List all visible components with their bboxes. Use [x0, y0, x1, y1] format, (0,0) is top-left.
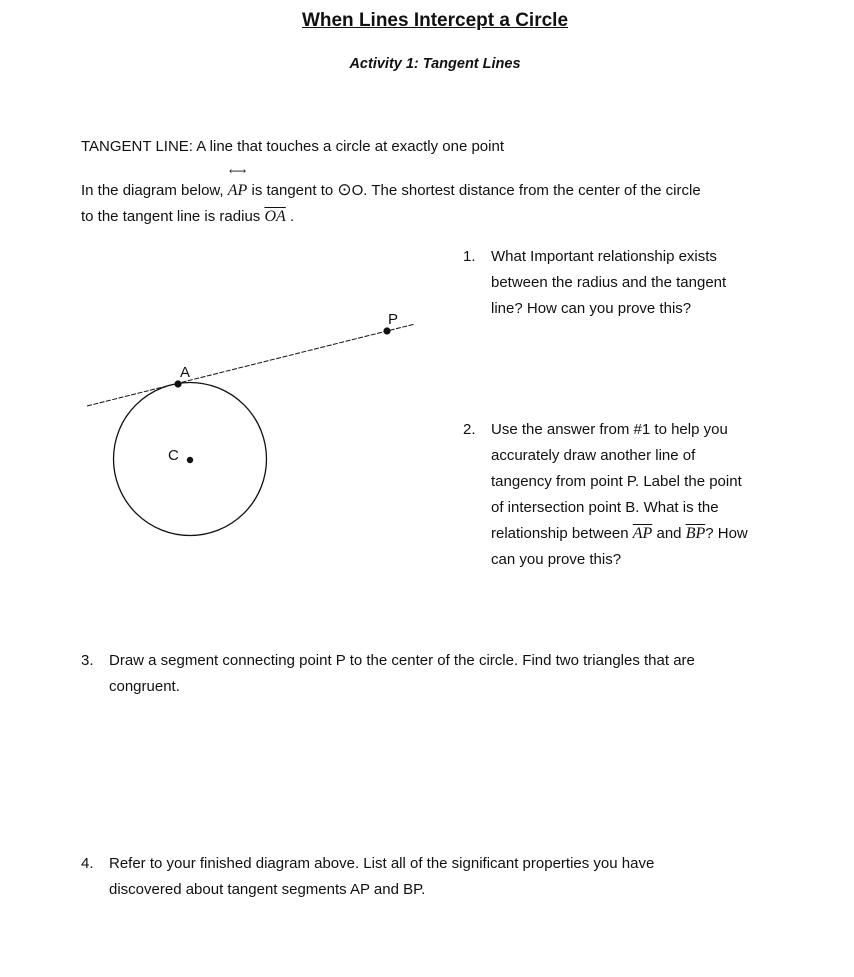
question-text: Use the answer from #1 to help you: [491, 421, 728, 438]
intro-text: is tangent to: [247, 182, 338, 199]
question-2-line: [463, 417, 833, 443]
question-3: [81, 648, 821, 700]
question-1: [463, 244, 823, 322]
intro-text: In the diagram below,: [81, 182, 228, 199]
question-2: [463, 417, 833, 573]
question-text: What Important relationship exists: [491, 248, 717, 265]
question-2-line: of intersection point B. What is the: [491, 499, 719, 516]
question-4: [81, 851, 821, 903]
question-4-line: discovered about tangent segments AP and BP.: [109, 881, 426, 898]
intro-text: .: [285, 208, 295, 225]
question-2-line: can you prove this?: [491, 551, 622, 568]
label-a: A: [180, 364, 191, 381]
question-text: Draw a segment connecting point P to the center of the circle. Find two triangles that are: [109, 652, 695, 669]
tangent-line: [87, 324, 415, 406]
question-number: 1.: [463, 248, 476, 265]
question-1-line: [463, 244, 823, 270]
question-2-line: tangency from point P. Label the point: [491, 473, 742, 490]
label-c: C: [168, 447, 179, 464]
question-text: ? How: [705, 525, 748, 542]
point-a: [174, 380, 181, 387]
intro-text: to the tangent line is radius: [81, 208, 265, 225]
question-3-line: congruent.: [109, 678, 180, 695]
question-number: 3.: [81, 652, 94, 669]
segment-oa-notation: $\overline{OA}$: [264, 208, 286, 225]
question-1-line: line? How can you prove this?: [491, 300, 692, 317]
question-text: relationship between: [491, 525, 633, 542]
question-1-line: between the radius and the tangent: [491, 274, 727, 291]
label-p: P: [388, 311, 399, 328]
line-ap-notation: ⟷ AP: [228, 178, 248, 204]
question-2-line: accurately draw another line of: [491, 447, 696, 464]
question-number: 4.: [81, 855, 94, 872]
segment-bp-notation: $\overline{BP}$: [685, 525, 706, 542]
segment-ap-notation: $\overline{AP}$: [632, 525, 653, 542]
page-title: When Lines Intercept a Circle: [301, 10, 569, 31]
activity-subtitle: Activity 1: Tangent Lines: [349, 56, 521, 72]
question-3-line: [81, 648, 821, 674]
intro-text: O. The shortest distance from the center of the circle: [351, 182, 701, 199]
question-text: and: [652, 525, 686, 542]
point-c: [187, 457, 193, 463]
question-2-line: [463, 521, 833, 547]
point-p: [383, 327, 390, 334]
definition-text: TANGENT LINE: A line that touches a circle at exactly one point: [81, 138, 504, 155]
question-text: Refer to your finished diagram above. List all of the significant properties you have: [109, 855, 655, 872]
circle-symbol: ⊙: [337, 180, 352, 199]
question-number: 2.: [463, 421, 476, 438]
question-4-line: [81, 851, 821, 877]
